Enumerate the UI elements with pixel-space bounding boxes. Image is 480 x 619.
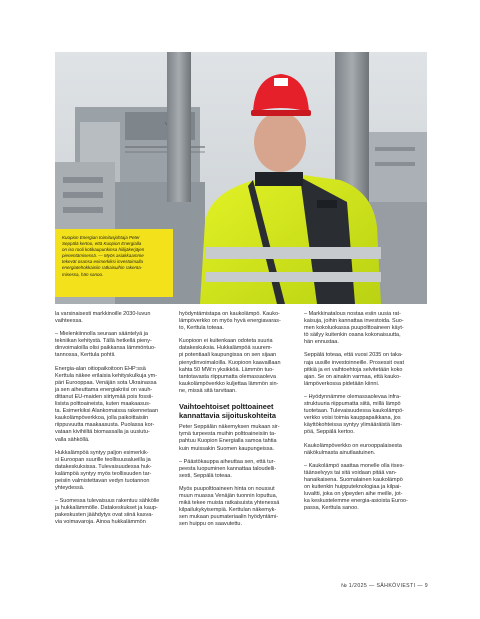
text-line: sen mukaan puumateriaalin hyödyntämi- [179,514,279,521]
text-line: la varsinaisesti markkinoille 2030-luvun [55,311,151,317]
text-line: ka keskustelemme energia-asioista Euroo- [304,498,408,505]
caption-line: Kuopion Energian toimitusjohtaja Peter [62,235,140,240]
text-line: hyödyntämistapa on kaukolämpö. Kauko- [179,311,280,317]
text-line: Energia-alan oitiopaikoitoon EHP:ssä [55,365,146,372]
text-line: – Kaukolämpö saattaa monelle olla itses- [304,462,405,469]
text-line: valla sähköllä. [55,436,90,443]
text-line: sesti, Seppälä toteaa. [179,472,232,479]
text-line: si Euroopan suurille teollisuusalueilla ja [55,456,151,463]
text-line: to, Kerttula toteaa. [179,325,224,332]
text-line: luvaltti, joka on ylpeyden aihe meille, jot- [304,491,403,498]
text-line: hän ennustaa. [304,339,339,346]
text-line: – Markkinatalous nostaa esiin uusia rat- [304,311,401,317]
text-line: lämpöverkossa pidetään kiinni. [304,380,380,387]
text-line: Kuopioon ei kuitenkaan odoteta suuria [179,338,273,345]
section-heading [179,403,295,420]
text-line: täänselvyys tai sitä voidaan pitää van- [304,469,397,476]
text-line: men kokoluokassa puupolttoaineen käyt- [304,325,404,332]
text-line: kaukolämpöverkko kuljettaa lämmön sin- [179,380,279,387]
paragraph [179,338,295,395]
text-line: mikä tekee muista ratkaisuista yhtenessä [179,500,280,507]
text-line: ja sen aiheuttama energiakriisi on vauh- [55,386,153,393]
paragraph [304,463,420,513]
text-line: riippuvuutta maakaasusta. Puolassa kor- [55,422,155,429]
text-line: – Päästökauppa aiheuttaa sen, että tur- [179,458,276,465]
text-line: hanaikaisena. Suomalainen kaukolämpö [304,476,403,483]
text-line: struktuuria riippumatta siitä, millä lämpö [304,401,401,408]
text-line: vaihteessa. [55,318,83,325]
caption-line: misessa, hän sanoo. [62,271,104,277]
text-line: Peter Seppälän näkemyksen mukaan sir- [179,424,280,431]
text-line: lisista polttoaineista, kuten maakaasus- [55,401,151,408]
paragraph [55,498,171,526]
photo-caption [55,229,173,297]
text-line: pienydinvoimaloilla. Kuopioon kaavaillaan [179,359,281,366]
text-line: tymä turpeesta muihin polttoaineisiin ta- [179,431,276,438]
text-line: passa, Kerttula sanoo. [304,505,359,512]
article-column-1 [55,311,171,533]
caption-line: tekevät osansa esimerkiksi investoimalla [62,259,144,265]
text-line: – Suomessa tulevaisuus rakentuu sähkölle [55,498,160,505]
text-line: pakeskusten jäähdytys ovat siinä kasva- [55,512,154,519]
text-line: päri Eurooppaa. Venäjän sota Ukrainassa [55,379,157,386]
text-line: sen huippu on saavutettu. [179,521,242,528]
article-column-2 [179,311,295,534]
text-line: tantotavasta riippumatta olemassaoleva [179,373,276,380]
paragraph [304,394,420,437]
text-line: pöä, Seppälä kertoo. [304,429,355,436]
text-line: ta. Esimerkiksi Alankomaissa rakennetaan [55,408,159,415]
text-line: Myös puupolttoaineen hinta on noussut [179,485,275,492]
text-line: ajan. Se on ainakin varmaa, että kauko- [304,373,401,380]
caption-line: Seppälä kertoo, että Kuopion Energialla [62,241,142,247]
article-column-3 [304,311,420,518]
text-line: kalämpöä syntyy myös teollisuuden tar- [55,470,152,477]
text-line: Seppälä toteaa, että vuosi 2035 on taka- [304,352,403,359]
text-line: dinvoimaloilla olisi paikkansa lämmöntuo- [55,345,156,352]
paragraph [55,311,171,325]
paragraph [179,486,295,529]
paragraph [179,424,295,452]
paragraph [304,443,420,457]
text-line: on kuitenkin huipputeknologiaa ja kilpai- [304,483,402,490]
text-line: tuotetaan. Tulevaisuudessa kaukolämpö- [304,408,404,415]
text-line: via voimavaroja. Ainoa hukkalämmön [55,519,146,526]
text-line: kuin muissakin Suomen kaupungeissa. [179,445,275,452]
text-line: ja hukkalämmölle. Datakeskukset ja kaup- [55,505,158,512]
caption-line: energiatehokkaisiin ratkaisuihin rakenta- [62,265,143,271]
paragraph [55,366,171,444]
text-line: dittanut EU-maiden siirtymää pois fossii- [55,393,154,400]
text-line: peesta luopuminen kannattaa taloudelli- [179,465,277,472]
page-footer: № 1/2025 — SÄHKÖVIESTI — 9 [341,583,428,589]
paragraph [179,311,295,332]
text-line: vataan kivihiiltä biomassalla ja uusiutu- [55,429,150,436]
text-line: – Mielenkiinnolla seuraan sääntelyä ja [55,331,148,338]
text-line: yhteydessä. [55,485,85,492]
text-line: Kerttula näkee erilaisia kehityskulkuja ym- [55,372,158,379]
text-line: raja uusille investoinneille. Prosessit ovat [304,359,404,366]
text-line: näkökulmasta ainutlaatuinen. [304,449,376,456]
text-line: verkko voisi toimia kauppapaikkana, jos [304,415,401,422]
text-line: kilpailukykyisempiä. Kerttulan näkemyk- [179,507,277,514]
text-line: kaukolämpöverkkoa, jolla paikoittaisiin [55,415,149,422]
text-line: peisiin valmistettavan vedyn tuotannon [55,477,150,484]
text-line: tö säilyy kuitenkin osana kokonaisuutta, [304,332,401,339]
paragraph [179,459,295,480]
text-line: käyttökohteissa syntyy ylimääräistä läm- [304,422,403,429]
paragraph [304,352,420,387]
caption-line: on iso rooli kotikaupunkinsa hiilijäkerjäjen [62,247,145,253]
paragraph [55,450,171,493]
paragraph [55,331,171,359]
text-line: kaisuja, joihin kannattaa investoida. Suo- [304,318,404,325]
text-line: tannossa, Kerttula pohtii. [55,352,116,359]
heading-line: Vaihtoehtoiset polttoaineet [179,402,274,412]
paragraph [304,311,420,346]
text-line: pi potentiaali kaupungissa on sen sijaan [179,352,277,359]
text-line: Kaukolämpöverkko on eurooppalaisesta [304,442,402,449]
text-line: pahtuu Kuopion Energialla samoa tahtia [179,438,277,445]
heading-line: kannattavia sijoituskohteita [179,410,276,420]
text-line: – Hyödynnämme olemassaolevaa infra- [304,393,401,400]
text-line: ne, missä sitä tarvitaan. [179,387,237,394]
text-line: datakeskuksia. Hukkalämpöä suurem- [179,345,273,352]
text-line: Hukkalämpöä syntyy paljon esimerkik- [55,449,149,456]
text-line: muun muassa Venäjän tuonnin loputtua, [179,492,278,499]
text-line: lämpöverkko on myös hyvä energiavaras- [179,318,281,325]
text-line: kahta 50 MW:n yksikköä. Lämmön tuo- [179,366,274,373]
text-line: datakeskuksissa. Tulevaisuudessa huk- [55,463,152,470]
text-line: pitkiä ja eri vaihtoehtoja selvitetään koko [304,366,403,373]
caption-line: pienentämisessä. — Myös asiakkaamme [62,253,144,259]
text-line: tekniikan kehitystä. Tällä hetkellä pieny- [55,338,152,345]
